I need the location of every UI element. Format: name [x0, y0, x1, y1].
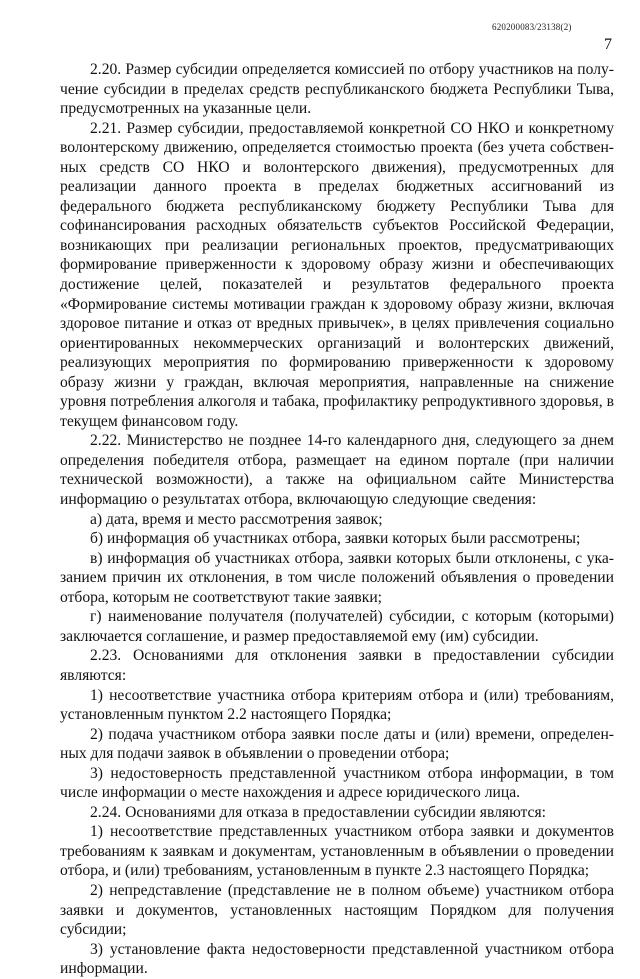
- list-item-2-24-1: 1) несоответствие представленных участником отбора заявки и документов требованиям к заявкам и документам, установленным в объявлении о проведении отбора, и (или) требованиям, установленным в пункте 2.3 настоящего Порядка;: [60, 823, 614, 880]
- page-number: 7: [604, 36, 612, 53]
- paragraph-2-22: 2.22. Министерство не позднее 14-го календарного дня, следующего за днем определения победителя отбора, размещает на едином портале (при наличии технической возможности), а также на официальном сайте Министерства информацию о результатах отбора, включающую следующие сведения:: [60, 432, 614, 509]
- list-item-v: в) информация об участниках отбора, заявки которых были отклонены, с указанием причин их отклонения, в том числе положений объявления о проведении отбора, которым не соответствуют такие заявки;: [60, 549, 614, 606]
- list-item-2-24-2: 2) непредставление (представление не в полном объеме) участником отбора заявки и документов, установленных настоящим Порядком для получения субсидии;: [60, 881, 614, 939]
- list-item-2-24-3: 3) установление факта недостоверности представленной участником отбора информации.: [60, 940, 614, 978]
- paragraph-2-23: 2.23. Основаниями для отклонения заявки в предоставлении субсидии являются:: [60, 647, 614, 684]
- list-item-a: а) дата, время и место рассмотрения заявок;: [90, 510, 383, 528]
- paragraph-2-24: 2.24. Основаниями для отказа в предоставлении субсидии являются:: [90, 803, 546, 821]
- paragraph-2-21: 2.21. Размер субсидии, предоставляемой конкретной СО НКО и конкретному волонтерскому движению, определяется стоимостью проекта (без учета собственных средств СО НКО и волонтерского движения), предусмотренных для реализации данного проекта в пределах бюджетных ассигнований из федерального бюджета республиканскому бюджету Республики Тыва для софинансирования расходных обязательств субъектов Российской Федерации, возникающих при реализации региональных проектов, предусматривающих формирование приверженности к здоровому образу жизни и обеспечивающих достижение целей, показателей и результатов федерального проекта «Формирование системы мотивации граждан к здоровому образу жизни, включая здоровое питание и отказ от вредных привычек», в целях привлечения социально ориентированных некоммерческих организаций и волонтерских движений, реализующих мероприятия по формированию приверженности к здоровому образу жизни у граждан, включая мероприятия, направленные на снижение уровня потребления алкоголя и табака, профилактику репродуктивного здоровья, в текущем финансовом году.: [60, 119, 614, 430]
- list-item-2-23-3: 3) недостоверность представленной участником отбора информации, в том числе информации о месте нахождения и адресе юридического лица.: [60, 764, 614, 802]
- list-item-2-23-2: 2) подача участником отбора заявки после даты и (или) времени, определенных для подачи заявок в объявлении о проведении отбора;: [60, 725, 614, 763]
- paragraph-2-20: 2.20. Размер субсидии определяется комиссией по отбору участников на получение субсидии в пределах средств республиканского бюджета Республики Тыва, предусмотренных на указанные цели.: [60, 61, 614, 118]
- list-item-b: б) информация об участниках отбора, заявки которых были рассмотрены;: [90, 530, 581, 548]
- list-item-2-23-1: 1) несоответствие участника отбора критериям отбора и (или) требованиям, установленным пунктом 2.2 настоящего Порядка;: [60, 686, 614, 724]
- list-item-g: г) наименование получателя (получателей) субсидии, с которым (которыми) заключается соглашение, и размер предоставляемой ему (им) субсидии.: [60, 608, 614, 645]
- document-code: 620200083/23138(2): [492, 22, 572, 32]
- document-body: [60, 60, 614, 979]
